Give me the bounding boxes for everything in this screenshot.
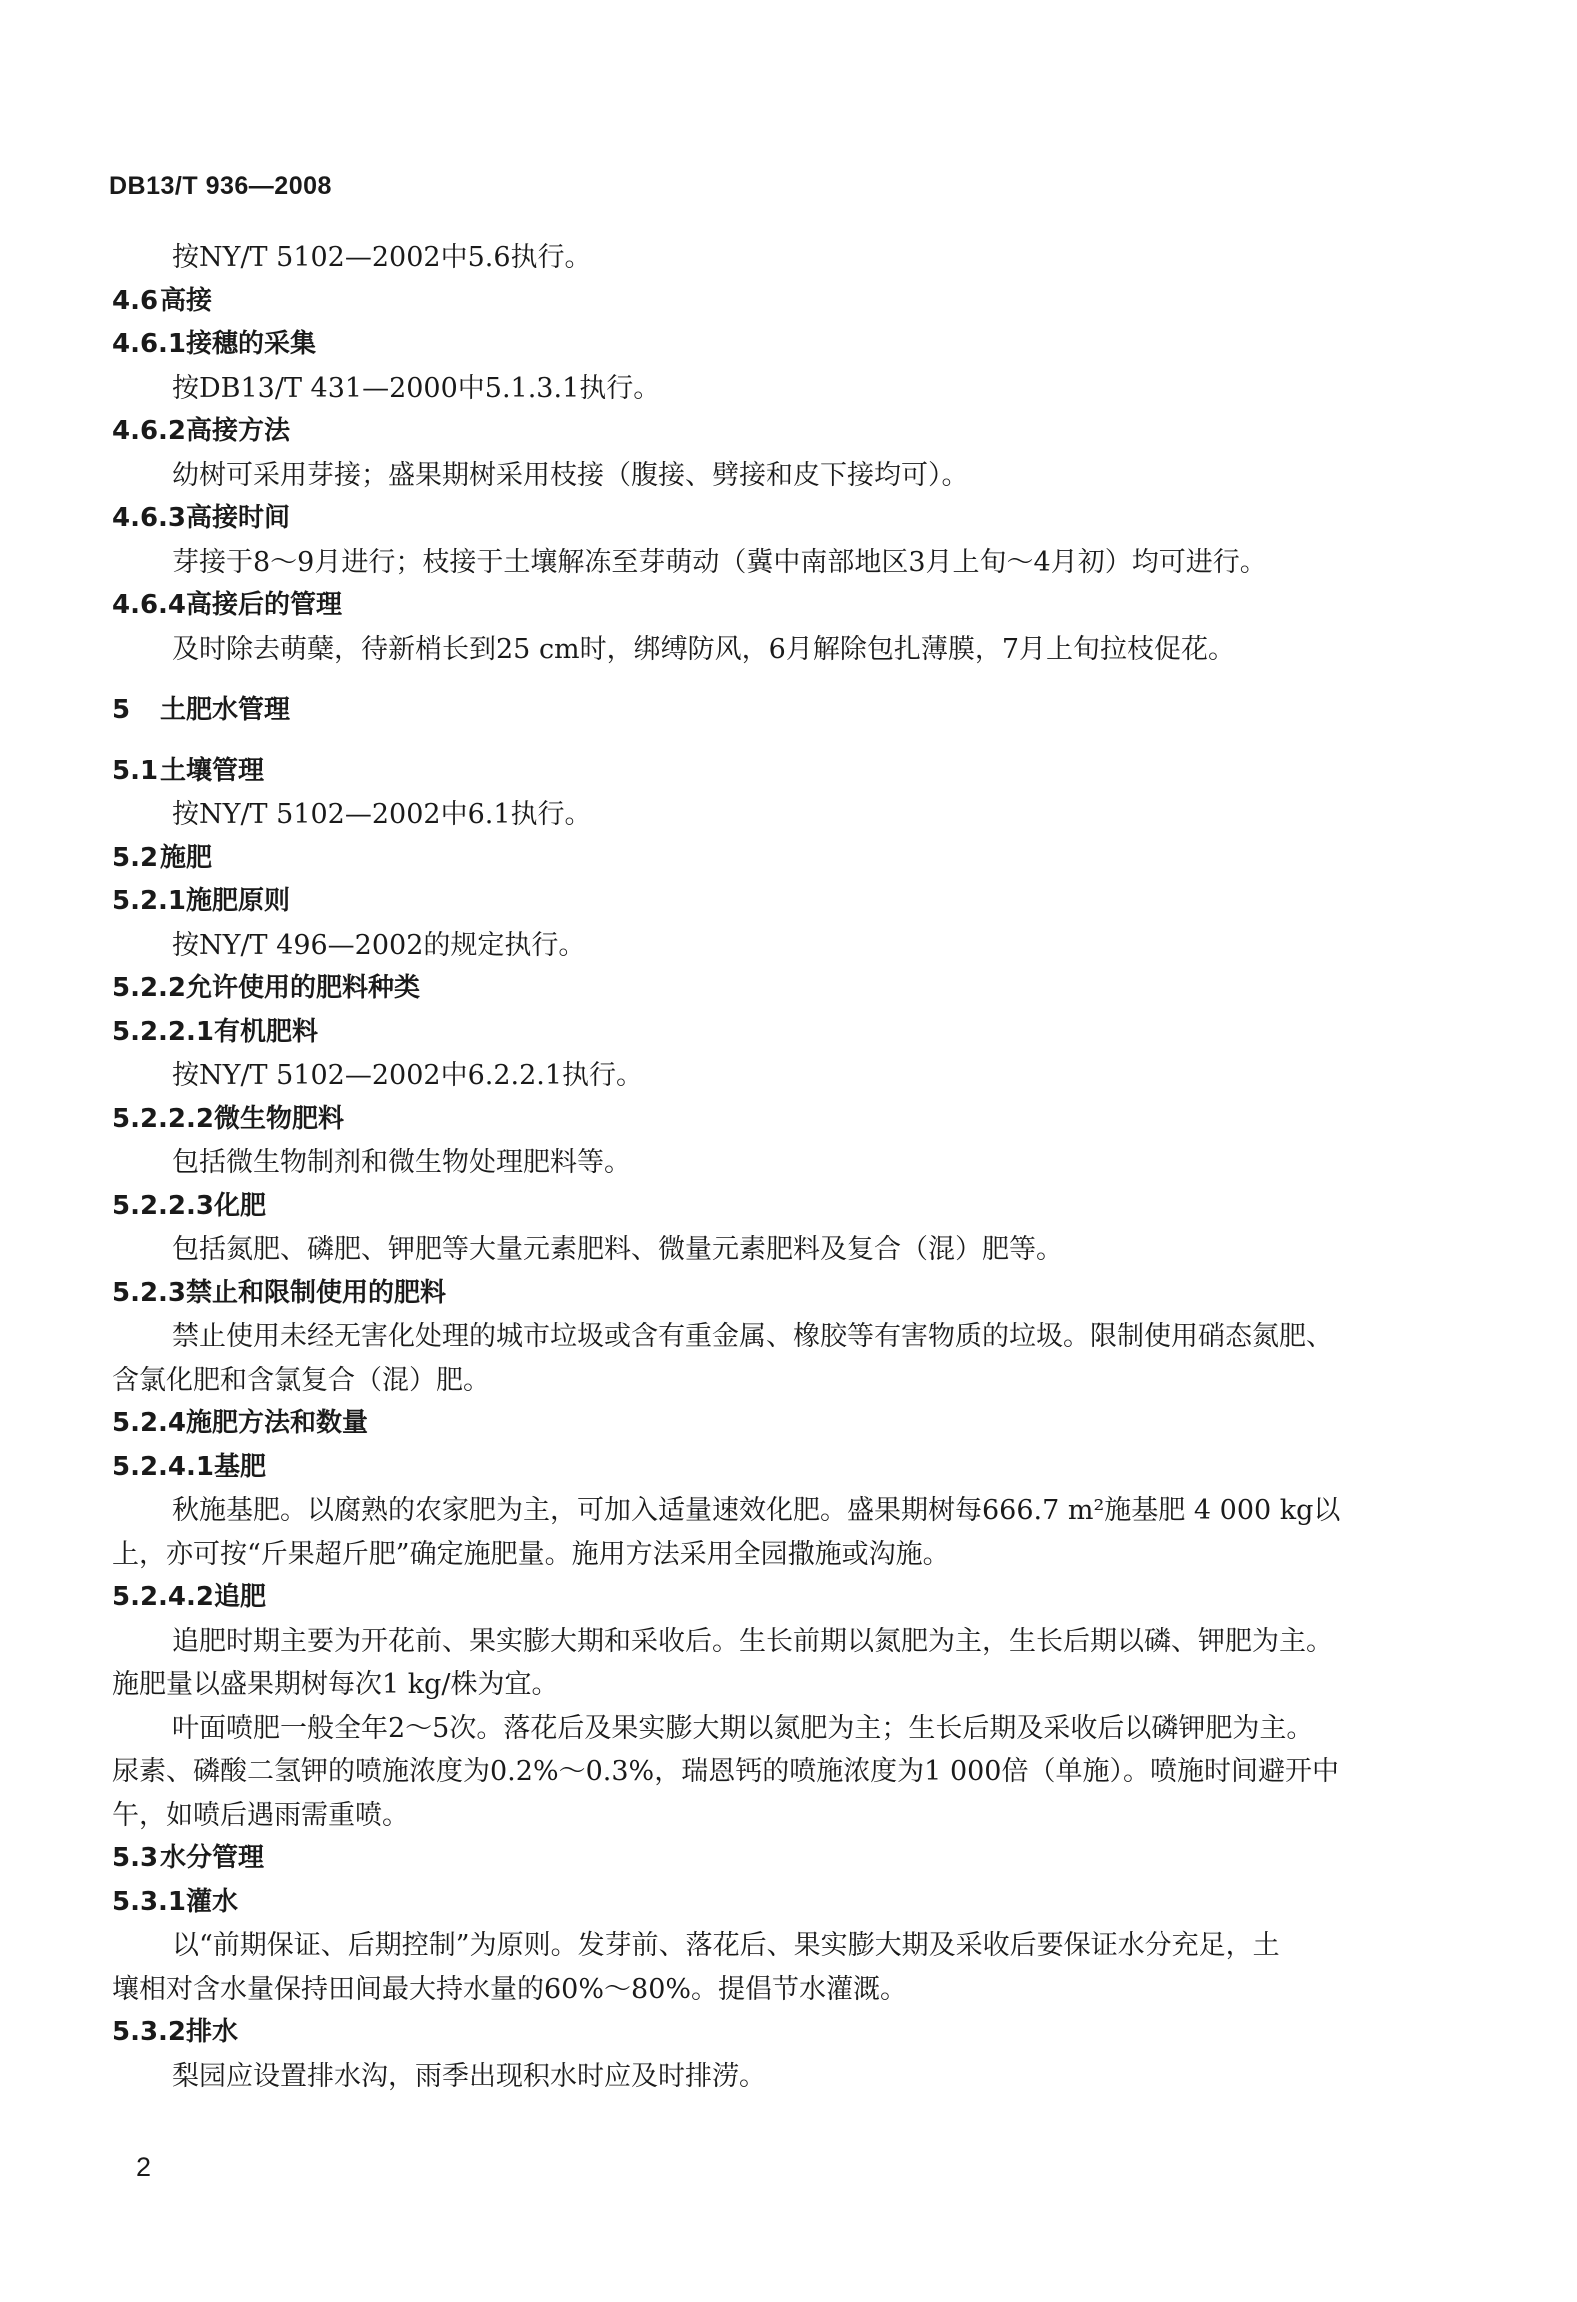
section-title: 土壤管理 (160, 755, 265, 786)
paragraph: 按DB13/T 431—2000中5.1.3.1执行。 (172, 372, 661, 404)
section-title: 土肥水管理 (160, 695, 291, 725)
paragraph: 按NY/T 5102—2002中5.6执行。 (172, 242, 592, 273)
paragraph: 按NY/T 5102—2002中6.1执行。 (172, 799, 592, 830)
section-title: 排水 (186, 2017, 239, 2047)
paragraph: 及时除去萌蘖，待新梢长到25 cm时，绑缚防风，6月解除包扎薄膜，7月上旬拉枝促花。 (172, 633, 1236, 665)
paragraph-line: 禁止使用未经无害化处理的城市垃圾或含有重金属、橡胶等有害物质的垃圾。限制使用硝态氮肥、 (172, 1321, 1333, 1352)
section-title: 施肥原则 (186, 886, 291, 916)
section-number: 5.2.2.2 (112, 1103, 214, 1134)
chapter-heading (112, 689, 1412, 733)
section-title: 有机肥料 (214, 1016, 319, 1047)
document-body (112, 236, 1412, 2098)
section-heading (112, 584, 1412, 628)
paragraph-line: 以“前期保证、后期控制”为原则。发芽前、落花后、果实膨大期及采收后要保证水分充足，土 (172, 1930, 1280, 1961)
section-number: 4.6 (112, 285, 159, 316)
section-heading (112, 1011, 1412, 1055)
paragraph-line: 壤相对含水量保持田间最大持水量的60%～80%。提倡节水灌溉。 (112, 1973, 908, 2005)
section-number: 5 (112, 695, 131, 725)
standard-code: DB13/T 936—2008 (109, 172, 332, 200)
paragraph: 梨园应设置排水沟，雨季出现积水时应及时排涝。 (172, 2060, 766, 2092)
section-heading (112, 1098, 1412, 1142)
paragraph-line: 秋施基肥。以腐熟的农家肥为主，可加入适量速效化肥。盛果期树每666.7 m²施基肥 4 000 kg以 (172, 1495, 1341, 1526)
section-heading (112, 497, 1412, 541)
paragraph-line: 午，如喷后遇雨需重喷。 (112, 1799, 409, 1831)
page-number: 2 (136, 2152, 152, 2182)
section-title: 追肥 (214, 1582, 267, 1612)
section-number: 4.6.2 (112, 416, 187, 446)
section-heading (112, 410, 1412, 454)
section-title: 高接后的管理 (186, 590, 343, 620)
section-title: 接穗的采集 (186, 329, 317, 359)
section-title: 高接 (160, 285, 213, 316)
paragraph-line: 施肥量以盛果期树每次1 kg/株为宜。 (112, 1669, 559, 1700)
paragraph-line: 尿素、磷酸二氢钾的喷施浓度为0.2%～0.3%，瑞恩钙的喷施浓度为1 000倍（单施）。喷施时间避开中 (112, 1756, 1339, 1787)
section-number: 5.3.1 (112, 1886, 187, 1917)
section-heading (112, 2011, 1412, 2055)
section-number: 5.2.4 (112, 1408, 187, 1438)
section-title: 禁止和限制使用的肥料 (186, 1277, 447, 1308)
section-title: 微生物肥料 (214, 1103, 345, 1134)
section-heading (112, 1881, 1412, 1925)
section-heading (112, 1446, 1412, 1490)
section-title: 允许使用的肥料种类 (186, 973, 421, 1003)
section-number: 5.2.2.3 (112, 1190, 214, 1221)
section-number: 5.2.2.1 (112, 1016, 214, 1047)
section-title: 施肥 (160, 842, 213, 873)
section-number: 4.6.4 (112, 590, 187, 620)
section-number: 5.2.1 (112, 886, 187, 916)
paragraph: 芽接于8～9月进行；枝接于土壤解冻至芽萌动（冀中南部地区3月上旬～4月初）均可进行。 (172, 546, 1267, 578)
section-heading (112, 1185, 1412, 1229)
paragraph-line: 追肥时期主要为开花前、果实膨大期和采收后。生长前期以氮肥为主，生长后期以磷、钾肥为主。 (172, 1625, 1333, 1657)
section-title: 基肥 (214, 1451, 267, 1482)
section-heading (112, 967, 1412, 1011)
section-number: 5.3 (112, 1843, 159, 1873)
paragraph: 按NY/T 496—2002的规定执行。 (172, 929, 586, 961)
section-heading (112, 280, 1412, 324)
section-heading (112, 750, 1412, 794)
section-number: 4.6.1 (112, 329, 187, 359)
paragraph: 包括氮肥、磷肥、钾肥等大量元素肥料、微量元素肥料及复合（混）肥等。 (172, 1234, 1063, 1265)
section-heading (112, 1837, 1412, 1881)
section-number: 5.2.4.1 (112, 1451, 214, 1482)
section-title: 高接时间 (186, 503, 291, 533)
section-number: 5.2.3 (112, 1277, 187, 1308)
paragraph: 幼树可采用芽接；盛果期树采用枝接（腹接、劈接和皮下接均可）。 (172, 459, 969, 491)
section-heading (112, 1402, 1412, 1446)
paragraph-line: 叶面喷肥一般全年2～5次。落花后及果实膨大期以氮肥为主；生长后期及采收后以磷钾肥为主。 (172, 1712, 1314, 1744)
section-number: 5.3.2 (112, 2017, 187, 2047)
section-number: 4.6.3 (112, 503, 187, 533)
paragraph: 包括微生物制剂和微生物处理肥料等。 (172, 1147, 631, 1178)
section-heading (112, 1576, 1412, 1620)
section-heading (112, 323, 1412, 367)
section-heading (112, 880, 1412, 924)
section-title: 灌水 (186, 1886, 239, 1917)
section-title: 高接方法 (186, 416, 291, 446)
paragraph-line: 上，亦可按“斤果超斤肥”确定施肥量。施用方法采用全园撒施或沟施。 (112, 1538, 950, 1570)
section-heading (112, 1272, 1412, 1316)
paragraph: 按NY/T 5102—2002中6.2.2.1执行。 (172, 1060, 644, 1091)
paragraph-line: 含氯化肥和含氯复合（混）肥。 (112, 1364, 490, 1396)
section-number: 5.1 (112, 755, 159, 786)
section-number: 5.2.2 (112, 973, 187, 1003)
section-title: 施肥方法和数量 (186, 1408, 369, 1438)
section-number: 5.2 (112, 842, 159, 873)
section-title: 水分管理 (160, 1843, 265, 1873)
section-heading (112, 837, 1412, 881)
section-number: 5.2.4.2 (112, 1582, 214, 1612)
section-title: 化肥 (214, 1190, 267, 1221)
